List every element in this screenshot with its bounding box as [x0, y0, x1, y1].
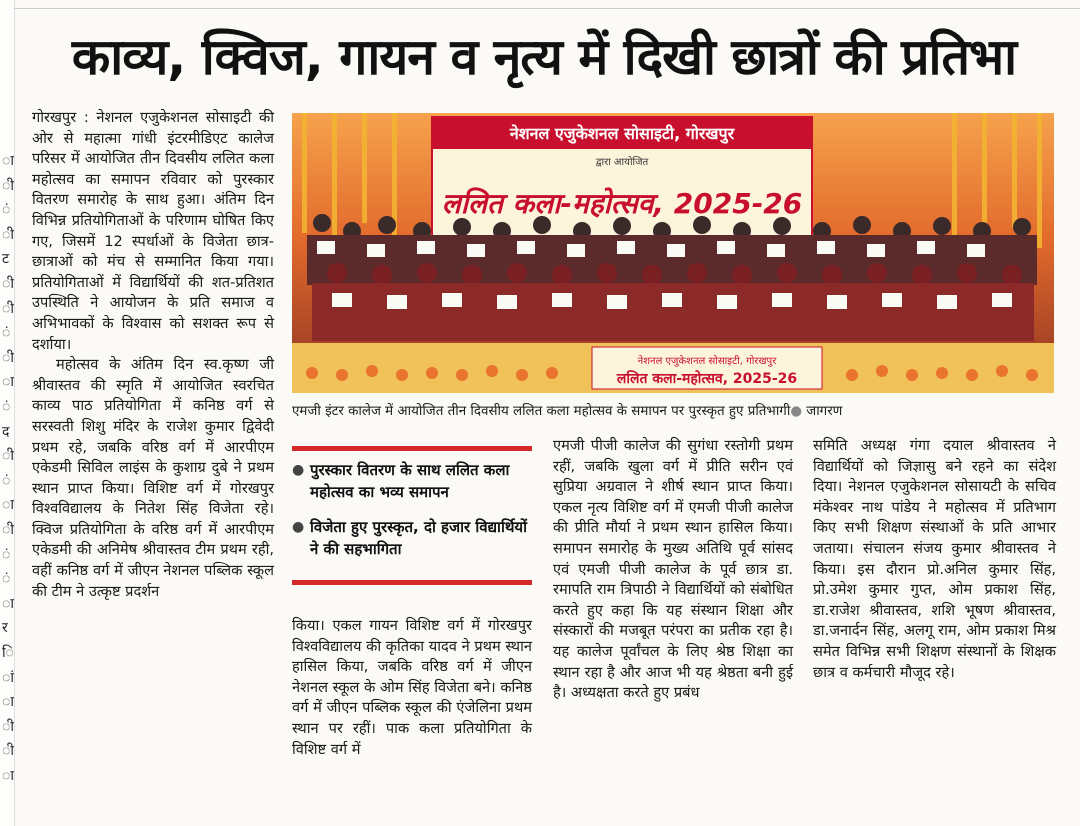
article-paragraph: एमजी पीजी कालेज की सुगंधा रस्तोगी प्रथम रहीं, जबकि खुला वर्ग में प्रीति सरीन एवं सुप्रिया अग्रवाल ने शीर्ष स्थान प्राप्त किया। एकल नृत्य विशिष्ट वर्ग में एमजी पीजी कालेज की प्रीति मौर्या ने प्रथम स्थान हासिल किया। समापन समारोह के मुख्य अतिथि पूर्व सांसद एवं एमजी पीजी कालेज के पूर्व छात्र डा. रमापति राम त्रिपाठी ने विद्यार्थियों को संबोधित करते हुए कहा कि यह संस्थान शिक्षा और संस्कारों की मजबूत परंपरा का प्रतीक रहा है। यह कालेज पूर्वांचल के लिए श्रेष्ठ शिक्षा का स्थान रहा है और आज भी यह श्रेष्ठता बनी हुई है। अध्यक्षता करते हुए प्रबंध — [553, 437, 793, 702]
highlight-item: ● पुरस्कार वितरण के साथ ललित कला महोत्सव का भव्य समापन — [292, 461, 510, 501]
banner-festival-title: ललित कला-महोत्सव, 2025-26 — [441, 187, 803, 220]
highlights-top-rule — [292, 446, 532, 451]
photo-caption — [292, 402, 1054, 422]
article-paragraph: समिति अध्यक्ष गंगा दयाल श्रीवास्तव ने विद्यार्थियों को जिज्ञासु बने रहने का संदेश दिया। नेशनल एजुकेशनल सोसायटी के सचिव मंकेश्वर नाथ पांडेय ने महोत्सव में प्रतिभाग किए सभी शिक्षण संस्थाओं के प्रति आभार जताया। संचालन संजय कुमार श्रीवास्तव ने किया। इस दौरान प्रो.अनिल कुमार सिंह, प्रो.उमेश कुमार गुप्त, ओम प्रकाश सिंह, डा.राजेश श्रीवास्तव, शशि भूषण श्रीवास्तव, डा.जनार्दन सिंह, अलगू राम, ओम प्रकाश मिश्र समेत विभिन्न सभी शिक्षण संस्थानों के शिक्षक छात्र व कर्मचारी मौजूद रहे। — [813, 437, 1056, 681]
photo-credit: जागरण — [806, 404, 843, 419]
adjacent-text-glyph: ी — [2, 177, 14, 194]
adjacent-text-glyph: ा — [2, 153, 14, 169]
stage-banner-org: नेशनल एजुकेशनल सोसाइटी, गोरखपुर — [637, 356, 777, 367]
adjacent-text-glyph: ा — [2, 694, 14, 711]
adjacent-text-glyph: ं — [2, 325, 11, 342]
adjacent-text-glyph: ं — [2, 546, 11, 563]
banner-org-text: नेशनल एजुकेशनल सोसाइटी, गोरखपुर — [509, 124, 735, 143]
article-column-3 — [553, 436, 793, 704]
adjacent-text-glyph: ी — [2, 300, 14, 317]
adjacent-text-glyph: र — [2, 620, 8, 637]
adjacent-text-glyph: ी — [2, 349, 14, 366]
highlights-box — [292, 446, 532, 590]
adjacent-text-glyph: ं — [2, 399, 11, 415]
event-photo-illustration — [292, 113, 1054, 393]
adjacent-text-glyph: ी — [2, 448, 14, 465]
adjacent-text-glyph: ं — [2, 202, 11, 219]
adjacent-text-glyph: ा — [2, 497, 14, 514]
caption-text: एमजी इंटर कालेज में आयोजित तीन दिवसीय ललित कला महोत्सव के समापन पर पुरस्कृत हुए प्रतिभागी — [292, 404, 791, 419]
adjacent-text-glyph: ा — [2, 768, 14, 784]
adjacent-text-glyph: ां — [2, 669, 14, 686]
article-column-2 — [292, 616, 532, 760]
adjacent-text-glyph: द — [2, 423, 10, 440]
event-photo — [292, 113, 1054, 393]
adjacent-text-glyph: ि — [2, 645, 14, 661]
stage-banner-title: ललित कला-महोत्सव, 2025-26 — [616, 371, 798, 387]
caption-bullet: ● — [790, 404, 802, 419]
top-rule — [14, 0, 1080, 9]
bullet-icon: ● — [292, 462, 305, 478]
adjacent-text-glyph: ं — [2, 472, 11, 489]
article-lead-paragraph: गोरखपुर : नेशनल एजुकेशनल सोसाइटी की ओर से महात्मा गांधी इंटरमीडिएट कालेज परिसर में आयोजित तीन दिवसीय ललित कला महोत्सव का समापन रविवार को पुरस्कार वितरण समारोह के साथ हुआ। अंतिम दिन विभिन्न प्रतियोगिताओं के परिणाम घोषित किए गए, जिसमें 12 स्पर्धाओं के विजेता छात्र-छात्राओं को मंच से सम्मानित किया गया। प्रतियोगिताओं में विद्यार्थियों की शत-प्रतिशत उपस्थिति ने आयोजन के प्रति समाज व अभिभावकों के विश्वास को सशक्त रूप से दर्शाया। — [32, 109, 274, 353]
article-column-4 — [813, 436, 1056, 683]
highlights-bottom-rule — [292, 580, 532, 585]
adjacent-text-glyph: ी — [2, 522, 14, 538]
adjacent-text-glyph: ा — [2, 374, 14, 391]
bullet-icon: ● — [292, 519, 305, 535]
adjacent-text-glyph: ी — [2, 226, 14, 243]
adjacent-text-glyph: ी — [2, 276, 14, 292]
adjacent-text-glyph: ा — [2, 595, 14, 612]
article-column-1 — [32, 108, 274, 602]
article-paragraph: महोत्सव के अंतिम दिन स्व.कृष्ण जी श्रीवास्तव की स्मृति में आयोजित स्वरचित काव्य पाठ प्रतियोगिता में कनिष्ठ वर्ग से सरस्वती शिशु मंदिर के राजेश कुमार द्विवेदी प्रथम रहे, जबकि वरिष्ठ वर्ग में आरपीएम एकेडमी सिविल लाइंस के कुशाग्र दुबे ने प्रथम स्थान प्राप्त किया। विशिष्ट वर्ग में गोरखपुर विश्वविद्यालय के नितेश सिंह विजेता रहे। क्विज प्रतियोगिता के वरिष्ठ वर्ग में आरपीएम एकेडमी की अनिमेष श्रीवास्तव टीम प्रथम रही, वहीं कनिष्ठ वर्ग में जीएन नेशनल पब्लिक स्कूल की टीम ने उत्कृष्ट प्रदर्शन — [32, 356, 274, 600]
highlight-item: ● विजेता हुए पुरस्कृत, दो हजार विद्यार्थियों ने की सहभागिता — [292, 518, 528, 558]
headline: काव्य, क्विज, गायन व नृत्य में दिखी छात्रों की प्रतिभा — [71, 28, 1017, 86]
adjacent-text-glyph: ं — [2, 571, 11, 588]
adjacent-text-glyph: ी — [2, 718, 14, 735]
adjacent-text-glyph: ी — [2, 743, 14, 760]
banner-small-text: द्वारा आयोजित — [595, 157, 649, 168]
adjacent-text-glyph: ट — [2, 251, 10, 268]
article-paragraph: किया। एकल गायन विशिष्ट वर्ग में गोरखपुर विश्वविद्यालय की कृतिका यादव ने प्रथम स्थान हासिल किया, जबकि वरिष्ठ वर्ग में जीएन नेशनल स्कूल के ओम सिंह विजेता बने। कनिष्ठ वर्ग में जीएन पब्लिक स्कूल की एंजेलिना प्रथम स्थान पर रहीं। पाक कला प्रतियोगिता के विशिष्ट वर्ग में — [292, 617, 532, 758]
